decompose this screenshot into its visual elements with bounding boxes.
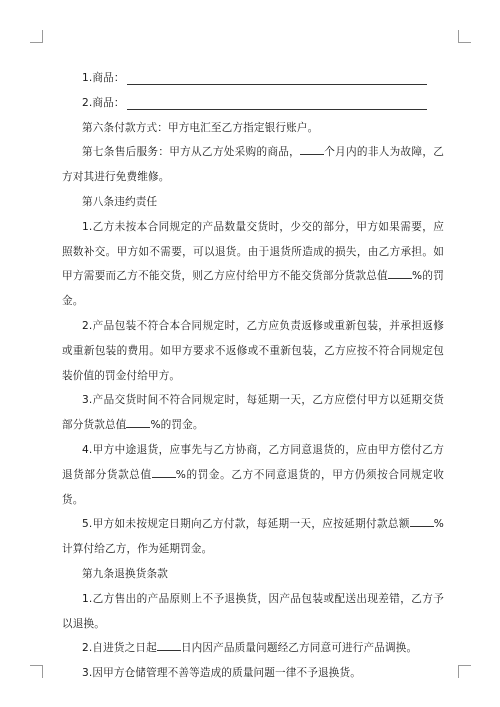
article-8-clause-1-text-b: %的罚金。 bbox=[62, 270, 444, 308]
crop-mark-top-left bbox=[30, 30, 43, 43]
article-8-clause-1-text-a: 1.乙方未按本合同规定的产品数量交货时，少交的部分，甲方如果需要，应照数补交。甲方如不需要，可以退货。由于退货所造成的损失，由乙方承担。如甲方需要而乙方不能交货，则乙方应付给甲方不能交货部分货款总值 bbox=[62, 220, 444, 283]
crop-mark-top-right bbox=[458, 30, 471, 43]
article-7-text-a: 第七条售后服务：甲方从乙方处采购的商品， bbox=[82, 146, 301, 159]
article-8-clause-5-blank[interactable] bbox=[410, 516, 434, 527]
document-body bbox=[62, 66, 444, 686]
article-9-title: 第九条退换货条款 bbox=[82, 567, 168, 580]
article-7-blank[interactable] bbox=[300, 144, 324, 155]
article-8-clause-3-blank[interactable] bbox=[126, 417, 150, 428]
product-line-1 bbox=[62, 66, 444, 91]
article-8-clause-1 bbox=[62, 215, 444, 314]
article-8-clause-3-text-a: 3.产品交货时间不符合同规定时，每延期一天，乙方应偿付甲方以延期交货部分货款总值 bbox=[62, 394, 444, 432]
article-8-clause-3-text-b: %的罚金。 bbox=[150, 419, 204, 432]
article-9-clause-2-text-a: 2.自进货之日起 bbox=[82, 642, 157, 655]
article-8-clause-2: 2.产品包装不符合本合同规定时，乙方应负责返修或重新包装，并承担返修或重新包装的费用。如甲方要求不返修或不重新包装，乙方应按不符合同规定包装价值的罚金付给甲方。 bbox=[62, 319, 444, 382]
crop-mark-bottom-right bbox=[458, 665, 471, 678]
article-9-clause-2 bbox=[62, 636, 444, 661]
product-label-1: 1.商品： bbox=[82, 72, 125, 84]
product-label-2: 2.商品： bbox=[82, 96, 125, 109]
article-8-clause-4 bbox=[62, 438, 444, 512]
article-6-payment: 第六条付款方式：甲方电汇至乙方指定银行账户。 bbox=[82, 121, 319, 134]
article-8-title: 第八条违约责任 bbox=[82, 195, 158, 208]
article-8-clause-5-text-b: %计算付给乙方，作为延期罚金。 bbox=[62, 518, 444, 556]
product-fill-line-2[interactable] bbox=[127, 94, 427, 110]
article-8-clause-5-text-a: 5.甲方如未按规定日期向乙方付款，每延期一天，应按延期付款总额 bbox=[82, 518, 410, 531]
product-line-2 bbox=[62, 91, 444, 116]
crop-mark-bottom-left bbox=[30, 665, 43, 678]
article-9-clause-2-text-b: 日内因产品质量问题经乙方同意可进行产品调换。 bbox=[180, 642, 418, 655]
article-7-text-b: 个月内的非人为故障，乙方对其进行免费维修。 bbox=[62, 146, 444, 184]
article-9-clause-3: 3.因甲方仓储管理不善等造成的质量问题一律不予退换货。 bbox=[82, 667, 361, 680]
article-8-clause-4-text-a: 4.甲方中途退货，应事先与乙方协商，乙方同意退货的，应由甲方偿付乙方退货部分货款总值 bbox=[62, 443, 444, 481]
article-8-clause-5 bbox=[62, 512, 444, 562]
article-8-clause-4-blank[interactable] bbox=[152, 467, 176, 478]
article-7-after-sales bbox=[62, 140, 444, 190]
product-fill-line-1[interactable] bbox=[127, 69, 427, 85]
article-9-clause-2-blank[interactable] bbox=[157, 640, 181, 651]
article-9-clause-1: 1.乙方售出的产品原则上不予退换货，因产品包装或配送出现差错，乙方予以退换。 bbox=[62, 592, 444, 630]
article-8-clause-4-text-b: %的罚金。乙方不同意退货的，甲方仍须按合同规定收货。 bbox=[62, 468, 444, 506]
article-8-clause-1-blank[interactable] bbox=[388, 268, 412, 279]
article-8-clause-3 bbox=[62, 388, 444, 438]
